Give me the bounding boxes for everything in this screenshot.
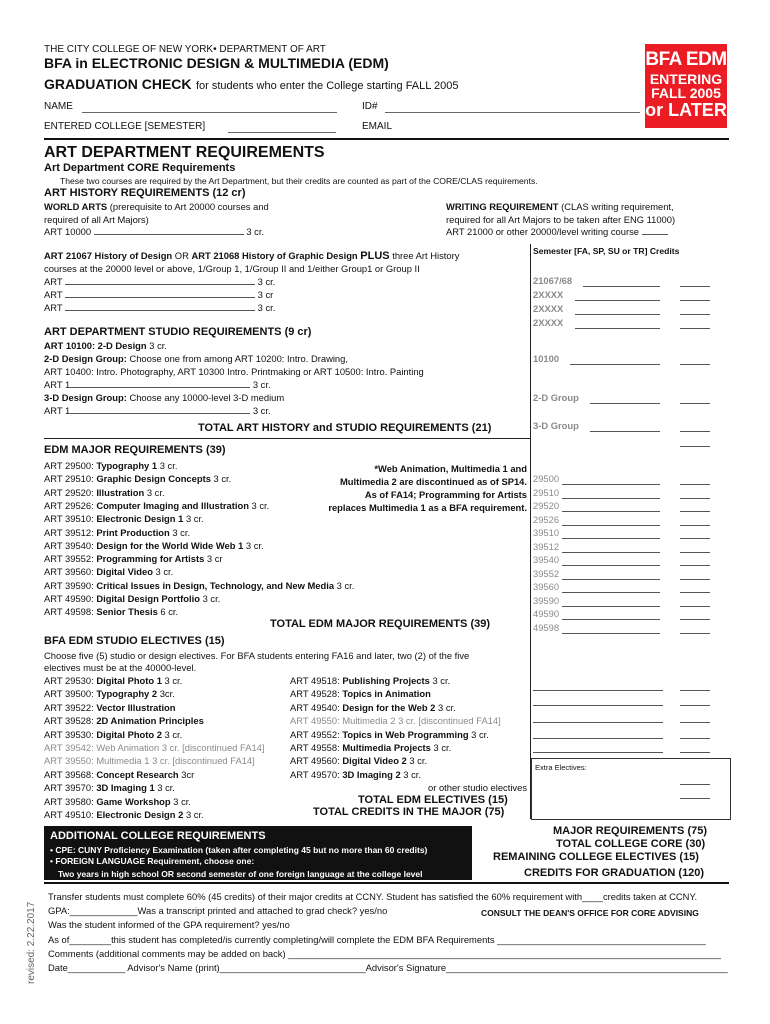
edm-course [44, 540, 264, 551]
total-history-studio: TOTAL ART HISTORY and STUDIO REQUIREMENTS (21) [198, 422, 492, 434]
extra-electives-label: Extra Electives: [535, 763, 587, 772]
edm-semester-field[interactable] [562, 552, 660, 553]
studio-3d-art: ART 1 [44, 405, 71, 416]
elective-number: ART 29530: [44, 675, 94, 686]
edm-course-number: ART 39512: [44, 526, 94, 538]
world-arts-label: WORLD ARTS [44, 201, 108, 212]
art-credits: 3 cr. [257, 276, 276, 287]
edm-credits-field[interactable] [680, 565, 710, 566]
edm-course-name: Digital Design Portfolio [96, 593, 200, 604]
elective-course [44, 742, 264, 753]
elective-credits: 3 cr. [471, 728, 489, 740]
badge-line-2: ENTERING [649, 71, 723, 87]
elective-number: ART 49518: [290, 675, 340, 686]
art-10000-credits: 3 cr. [246, 226, 265, 237]
edm-course [44, 500, 269, 511]
edm-course-credits: 3 cr. [185, 513, 204, 525]
world-arts-line [44, 201, 269, 212]
code-3d-group-semester-field[interactable] [590, 431, 660, 432]
other-electives: or other studio electives [428, 782, 528, 793]
edm-course-credits: 3 cr. [155, 566, 174, 578]
elective-number: ART 49558: [290, 742, 340, 753]
edm-note-1: *Web Animation, Multimedia 1 and [374, 463, 527, 474]
edm-course-name: Digital Video [96, 566, 153, 578]
elective-number: ART 49550: [290, 715, 340, 727]
elective-credits: 3 cr. [409, 755, 428, 767]
edm-course-number: ART 49590: [44, 593, 94, 604]
badge-line-4: or LATER [645, 100, 727, 120]
art-dept-title: ART DEPARTMENT REQUIREMENTS [44, 144, 325, 161]
signature-line: Date___________ Advisor's Name (print)____________________________Advisor's Signature______________________________________________________ [48, 962, 728, 973]
elective-number: ART 49528: [290, 688, 340, 700]
edm-course [44, 487, 165, 498]
edm-course-name: Computer Imaging and Illustration [96, 499, 249, 511]
elective-course [44, 688, 175, 699]
writing-text: (CLAS writing requirement, [561, 201, 674, 212]
edm-course [44, 513, 204, 524]
elective-name: 2D Animation Principles [96, 715, 204, 727]
edm-course-credits: 3 cr. [213, 473, 232, 485]
studio-3d-label: 3-D Design Group: [44, 392, 127, 403]
right-column-border [530, 244, 531, 819]
elective-name: 3D Imaging 1 [96, 782, 155, 794]
hist-or: OR [174, 250, 189, 261]
program-title: BFA in ELECTRONIC DESIGN & MULTIMEDIA (EDM) [44, 55, 389, 71]
art-10000-label: ART 10000 [44, 226, 92, 237]
edm-note-3: As of FA14; Programming for Artists [364, 489, 527, 500]
elective-course [290, 688, 431, 699]
edm-semester-field[interactable] [562, 565, 660, 566]
college-cpe: • CPE: CUNY Proficiency Examination (taken after completing 45 but no more than 60 credits) [50, 845, 428, 855]
elective-course [44, 702, 176, 713]
edm-course-name: Electronic Design 1 [96, 513, 184, 525]
hist-code-1: 2XXXX [533, 289, 564, 300]
elective-credits: 3 cr. [157, 782, 175, 794]
elective-credits: 3 cr. [185, 809, 204, 820]
edm-code-4: 39510 [533, 527, 560, 538]
elective-number: ART 49540: [290, 701, 340, 713]
edm-credits-field[interactable] [680, 619, 710, 620]
gpa-line: GPA:_____________Was a transcript printed and attached to grad check? yes/no [48, 905, 388, 916]
studio-title: ART DEPARTMENT STUDIO REQUIREMENTS (9 cr) [44, 326, 312, 338]
edm-course-name: Programming for Artists [96, 553, 205, 565]
edm-course-number: ART 29510: [44, 473, 94, 485]
hist-code-1-credits-field[interactable] [680, 300, 710, 301]
elective-entry-field[interactable] [533, 705, 663, 706]
elective-credits-field[interactable] [680, 738, 710, 739]
college-core-total: TOTAL COLLEGE CORE (30) [556, 838, 706, 850]
remaining-electives-total: REMAINING COLLEGE ELECTIVES (15) [493, 851, 699, 863]
total-major: TOTAL CREDITS IN THE MAJOR (75) [313, 806, 505, 818]
elective-credits: 3 cr. [433, 742, 452, 753]
history-design-line [44, 250, 459, 262]
elective-name: Publishing Projects [342, 675, 430, 686]
elective-number: ART 39530: [44, 728, 94, 740]
edm-course-name: Typography 1 [96, 460, 158, 471]
elective-name: Digital Photo 1 [96, 675, 162, 686]
edm-code-9: 39590 [533, 594, 560, 606]
edm-semester-field[interactable] [562, 498, 660, 499]
edm-title: EDM MAJOR REQUIREMENTS (39) [44, 444, 226, 456]
elective-number: ART 39522: [44, 701, 94, 713]
code-2d-group-semester-field[interactable] [590, 403, 660, 404]
art-label: ART [44, 276, 63, 287]
edm-course [44, 593, 220, 604]
hist-code-3-credits-field[interactable] [680, 328, 710, 329]
elective-course [44, 715, 204, 726]
elective-course [290, 755, 427, 766]
elective-number: ART 39500: [44, 688, 94, 700]
elective-number: ART 39580: [44, 795, 94, 807]
hist-plus: PLUS [360, 250, 390, 262]
edm-code-8: 39560 [533, 581, 560, 592]
edm-code-0: 29500 [533, 473, 560, 484]
writing-course: ART 21000 or other 20000/level writing course [446, 226, 639, 237]
edm-semester-field[interactable] [562, 525, 660, 526]
studio-2d-credits: 3 cr. [252, 379, 271, 390]
world-arts-text: (prerequisite to Art 20000 courses and [109, 201, 269, 212]
edm-note-4: replaces Multimedia 1 as a BFA requirement. [328, 502, 527, 513]
edm-credits-field[interactable] [680, 511, 710, 512]
total-edm: TOTAL EDM MAJOR REQUIREMENTS (39) [270, 618, 491, 630]
edm-credits-field[interactable] [680, 606, 710, 607]
edm-semester-field[interactable] [562, 606, 660, 607]
footer-divider [44, 882, 729, 884]
edm-course-name: Critical Issues in Design, Technology, and New Media [96, 579, 335, 591]
edm-course-name: Design for the World Wide Web 1 [96, 539, 244, 551]
edm-credits-field[interactable] [680, 633, 710, 634]
transfer-line: Transfer students must complete 60% (45 credits) of their major credits at CCNY. Student has satisfied the 60% requirement with____credits taken at CCNY. [48, 891, 698, 902]
elective-name: Multimedia Projects [342, 742, 431, 753]
elective-credits: 3cr. [159, 688, 175, 700]
semester-header: Semester [FA, SP, SU or TR] Credits [533, 246, 680, 256]
section-divider [44, 438, 530, 439]
hist-code-2: 2XXXX [533, 303, 564, 314]
elective-number: ART 49552: [290, 728, 340, 740]
name-field[interactable] [82, 112, 337, 113]
edm-course-number: ART 39552: [44, 553, 94, 565]
writing-line-3 [446, 226, 668, 237]
edm-course-credits: 3 cr [206, 553, 223, 565]
elective-course [290, 675, 450, 686]
elective-number: ART 39570: [44, 782, 94, 794]
elective-name: Web Animation [96, 742, 160, 753]
total-electives: TOTAL EDM ELECTIVES (15) [358, 794, 508, 806]
badge-line-3: FALL 2005 [651, 85, 721, 101]
core-note: These two courses are required by the Art Department, but their credits are counted as part of the CORE/CLAS requirements. [60, 176, 538, 186]
elective-number: ART 49570: [290, 768, 340, 780]
edm-semester-field[interactable] [562, 619, 660, 620]
edm-course [44, 527, 190, 538]
elective-name: Electronic Design 2 [96, 809, 184, 820]
code-10100-credits-field[interactable] [680, 364, 710, 365]
elective-name: 3D Imaging 2 [342, 768, 401, 780]
studio-10100-label: ART 10100: 2-D Design [44, 340, 147, 351]
major-requirements-total: MAJOR REQUIREMENTS (75) [553, 825, 708, 837]
elective-credits: 3 cr. [discontinued FA14] [161, 742, 265, 753]
edm-credits-field[interactable] [680, 538, 710, 539]
edm-credits-field[interactable] [680, 498, 710, 499]
elective-entry-field[interactable] [533, 722, 663, 723]
elective-credits: 3 cr. [403, 768, 421, 780]
revised-text: revised: 2.22.2017 [26, 901, 37, 984]
hist-code-3-semester-field[interactable] [575, 328, 660, 329]
credits-for-graduation: CREDITS FOR GRADUATION (120) [524, 867, 705, 879]
hist-code-2-credits-field[interactable] [680, 314, 710, 315]
edm-course-credits: 3 cr. [159, 460, 178, 471]
edm-course [44, 606, 178, 617]
edm-code-7: 39552 [533, 567, 560, 579]
elective-course [290, 769, 421, 780]
extra-electives-box[interactable] [531, 758, 731, 820]
revised-date [22, 880, 42, 990]
elective-course [44, 769, 194, 780]
elective-credits: 3 cr. [438, 701, 456, 713]
college-title: ADDITIONAL COLLEGE REQUIREMENTS [50, 830, 266, 842]
art-label: ART [44, 302, 63, 313]
edm-course-number: ART 49598: [44, 606, 94, 618]
edm-code-2: 29520 [533, 500, 560, 511]
art-credits: 3 cr [257, 289, 274, 300]
elective-name: Multimedia 2 [342, 715, 396, 727]
elective-course [44, 809, 204, 820]
edm-course-name: Graphic Design Concepts [96, 473, 211, 485]
elective-number: ART 39550: [44, 755, 94, 767]
elective-number: ART 39528: [44, 715, 94, 727]
elective-entry-field[interactable] [533, 690, 663, 691]
elective-course [290, 715, 501, 726]
history-courses-line: courses at the 20000 level or above, 1/Group 1, 1/Group II and 1/either Group1 or Group II [44, 263, 420, 274]
elective-course [290, 742, 451, 753]
edm-course-credits: 3 cr. [202, 593, 221, 604]
elective-course [44, 755, 255, 766]
edm-course [44, 473, 231, 484]
elective-name: Design for the Web 2 [342, 701, 436, 713]
elective-name: Topics in Animation [342, 688, 431, 700]
badge-line-1: BFA EDM [645, 49, 727, 70]
edm-semester-field[interactable] [562, 511, 660, 512]
elective-credits-field[interactable] [680, 722, 710, 723]
edm-course-credits: 3 cr. [251, 499, 270, 511]
entered-field[interactable] [228, 132, 336, 133]
elective-entry-field[interactable] [533, 752, 663, 753]
elective-name: Digital Photo 2 [96, 728, 162, 740]
elective-credits: 3 cr. [164, 675, 183, 686]
edm-course-number: ART 29520: [44, 486, 94, 498]
elective-number: ART 39568: [44, 768, 94, 780]
art-10000-line [44, 226, 264, 237]
studio-3d-text: Choose any 10000-level 3-D medium [129, 392, 285, 403]
hist-code-3: 2XXXX [533, 317, 564, 328]
edm-code-11: 49598 [533, 621, 560, 633]
elective-course [290, 729, 489, 740]
additional-college-requirements [44, 826, 472, 880]
writing-line-2: required for all Art Majors to be taken after ENG 11000) [446, 214, 676, 225]
studio-10100-credits: 3 cr. [149, 340, 167, 351]
code-2d-group-credits-field[interactable] [680, 403, 710, 404]
hist-code-0-credits-field[interactable] [680, 286, 710, 287]
edm-credits-field[interactable] [680, 484, 710, 485]
elective-name: Typography 2 [96, 688, 158, 700]
edm-semester-field[interactable] [562, 538, 660, 539]
edm-course-number: ART 39510: [44, 513, 94, 525]
edm-code-5: 39512 [533, 540, 560, 552]
edm-semester-field[interactable] [562, 592, 660, 593]
edm-code-1: 29510 [533, 486, 560, 498]
studio-3d-group [44, 392, 284, 403]
studio-2d-text: Choose one from among ART 10200: Intro. Drawing, [129, 353, 348, 364]
elective-name: Game Workshop [96, 795, 171, 807]
core-title: Art Department CORE Requirements [44, 162, 236, 174]
elective-credits-field[interactable] [680, 705, 710, 706]
edm-semester-field[interactable] [562, 484, 660, 485]
comments-line: Comments (additional comments may be added on back) ___________________________________________________________________________________ [48, 948, 721, 959]
edm-credits-field[interactable] [680, 552, 710, 553]
studio-10100 [44, 340, 167, 351]
elective-credits-field[interactable] [680, 752, 710, 753]
grad-check-line [44, 76, 459, 94]
edm-course [44, 580, 354, 591]
studio-3d-credits: 3 cr. [252, 405, 271, 416]
edm-course-credits: 3 cr. [172, 526, 191, 538]
studio-3d-line [44, 405, 271, 416]
code-10100: 10100 [533, 353, 560, 364]
elective-name: Multimedia 1 [96, 755, 150, 767]
elective-name: Concept Research [96, 768, 179, 780]
edm-course-number: ART 39540: [44, 539, 94, 551]
history-title: ART HISTORY REQUIREMENTS (12 cr) [44, 187, 246, 199]
writing-label: WRITING REQUIREMENT [446, 201, 559, 212]
id-field[interactable] [385, 112, 640, 113]
entered-label: ENTERED COLLEGE [SEMESTER] [44, 121, 206, 132]
hist-code-1-semester-field[interactable] [575, 300, 660, 301]
edm-course-credits: 3 cr. [146, 486, 165, 498]
email-label: EMAIL [362, 121, 393, 132]
code-3d-group-credits-field[interactable] [680, 431, 710, 432]
bfa-edm-badge [645, 44, 727, 128]
hist-three: three Art History [392, 250, 460, 261]
edm-credits-field[interactable] [680, 525, 710, 526]
elective-credits-field[interactable] [680, 690, 710, 691]
grad-check-title: GRADUATION CHECK [44, 76, 192, 92]
edm-code-3: 29526 [533, 513, 560, 525]
college-language: • FOREIGN LANGUAGE Requirement, choose one: [50, 856, 255, 866]
hist-code-2-semester-field[interactable] [575, 314, 660, 315]
elective-number: ART 39542: [44, 742, 94, 753]
hist-code-0-semester-field[interactable] [583, 286, 660, 287]
world-arts-line-2: required of all Art Majors) [44, 214, 149, 225]
studio-2d-group [44, 353, 348, 364]
elective-credits: 3cr [181, 768, 195, 780]
code-3d-group: 3-D Group [533, 420, 579, 431]
edm-course-number: ART 29500: [44, 460, 94, 471]
college-language-options: Two years in high school OR second semester of one foreign language at the college level [58, 869, 423, 879]
elective-course [44, 729, 182, 740]
extra-credits-field[interactable] [680, 446, 710, 447]
elective-course [44, 675, 182, 686]
edm-credits-field[interactable] [680, 592, 710, 593]
edm-course-name: Print Production [96, 526, 170, 538]
electives-title: BFA EDM STUDIO ELECTIVES (15) [44, 635, 225, 647]
elective-number: ART 49510: [44, 809, 94, 820]
grad-check-subtitle: for students who enter the College starting FALL 2005 [195, 80, 459, 92]
elective-credits: 3 cr. [432, 675, 451, 686]
hist-code-0: 21067/68 [533, 275, 573, 286]
elective-name: Topics in Web Programming [342, 728, 469, 740]
studio-2d-label: 2-D Design Group: [44, 353, 127, 364]
gpa-informed-line: Was the student informed of the GPA requirement? yes/no [48, 919, 290, 930]
elective-credits: 3 cr. [discontinued FA14] [152, 755, 255, 767]
consult-dean: CONSULT THE DEAN'S OFFICE FOR CORE ADVISING [481, 908, 699, 918]
edm-course [44, 460, 177, 471]
edm-code-6: 39540 [533, 554, 560, 565]
code-10100-semester-field[interactable] [570, 364, 660, 365]
elective-credits: 3 cr. [discontinued FA14] [398, 715, 501, 727]
edm-semester-field[interactable] [562, 633, 660, 634]
elective-entry-field[interactable] [533, 738, 663, 739]
edm-course-credits: 6 cr. [160, 606, 179, 618]
elective-credits: 3 cr. [164, 728, 183, 740]
edm-course-name: Illustration [96, 486, 145, 498]
edm-course-number: ART 39560: [44, 566, 94, 578]
studio-2d-art: ART 1 [44, 379, 71, 390]
edm-course [44, 553, 223, 564]
art-line-1 [44, 276, 275, 287]
elective-name: Vector Illustration [96, 701, 176, 713]
elective-course [44, 796, 191, 807]
studio-2d-options: ART 10400: Intro. Photography, ART 10300 Intro. Printmaking or ART 10500: Intro. Painting [44, 366, 424, 377]
elective-course [290, 702, 456, 713]
hist-21068: ART 21068 History of Graphic Design [191, 250, 358, 261]
writing-line [446, 201, 674, 212]
edm-credits-field[interactable] [680, 579, 710, 580]
elective-course [44, 782, 175, 793]
edm-course-credits: 3 cr. [245, 539, 264, 551]
elective-name: Digital Video 2 [342, 755, 407, 767]
edm-course-credits: 3 cr. [336, 579, 355, 591]
hist-21067: ART 21067 History of Design [44, 250, 173, 261]
edm-semester-field[interactable] [562, 579, 660, 580]
art-line-2 [44, 289, 273, 300]
edm-note-2: Multimedia 2 are discontinued as of SP14. [339, 476, 527, 487]
edm-course-number: ART 29526: [44, 499, 94, 511]
art-credits: 3 cr. [257, 302, 276, 313]
as-of-line: As of________this student has completed/is currently completing/will complete the EDM BFA Requirements ________________________________________ [48, 934, 706, 945]
edm-course-name: Senior Thesis [96, 606, 158, 618]
art-line-3 [44, 302, 275, 313]
edm-course [44, 566, 173, 577]
studio-2d-line [44, 379, 271, 390]
id-label: ID# [362, 101, 378, 112]
art-label: ART [44, 289, 63, 300]
elective-number: ART 49560: [290, 755, 340, 767]
electives-desc-2: electives must be at the 40000-level. [44, 662, 197, 673]
institution-line: THE CITY COLLEGE OF NEW YORK• DEPARTMENT OF ART [44, 44, 326, 55]
electives-desc-1: Choose five (5) studio or design electives. For BFA students entering FA16 and later, two (2) of the five [44, 650, 470, 661]
elective-credits: 3 cr. [173, 795, 191, 807]
edm-code-10: 49590 [533, 608, 560, 619]
code-2d-group: 2-D Group [533, 392, 579, 403]
header-divider [44, 138, 729, 140]
name-label: NAME [44, 101, 73, 112]
edm-course-number: ART 39590: [44, 579, 94, 591]
